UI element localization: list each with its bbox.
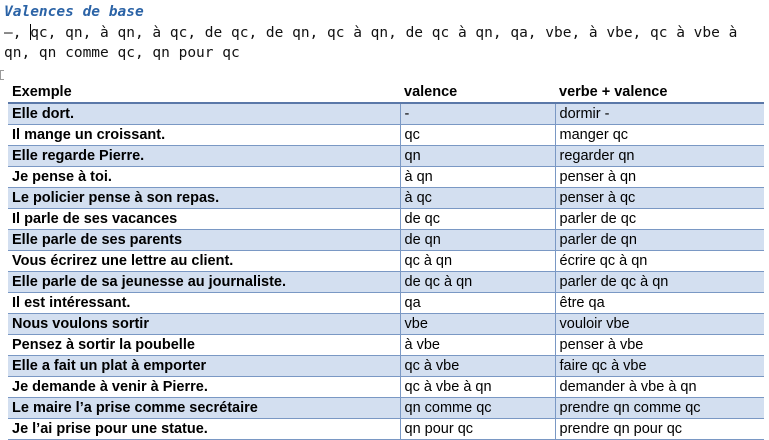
example-cell[interactable]: Elle dort. bbox=[8, 103, 400, 125]
valence-cell[interactable]: qc à qn bbox=[400, 251, 555, 272]
valence-list-text[interactable] bbox=[4, 23, 764, 63]
verb-valence-cell[interactable]: écrire qc à qn bbox=[555, 251, 764, 272]
example-cell[interactable]: Je pense à toi. bbox=[8, 167, 400, 188]
valence-cell[interactable]: - bbox=[400, 103, 555, 125]
table-row bbox=[8, 314, 764, 335]
example-cell[interactable]: Nous voulons sortir bbox=[8, 314, 400, 335]
verb-valence-cell[interactable]: prendre qn comme qc bbox=[555, 398, 764, 419]
example-cell[interactable]: Il parle de ses vacances bbox=[8, 209, 400, 230]
valence-table bbox=[8, 82, 764, 440]
valence-list-prefix: –, bbox=[4, 25, 31, 41]
table-row bbox=[8, 356, 764, 377]
valence-cell[interactable]: à qn bbox=[400, 167, 555, 188]
table-row bbox=[8, 251, 764, 272]
table-row bbox=[8, 419, 764, 440]
example-cell[interactable]: Le policier pense à son repas. bbox=[8, 188, 400, 209]
valence-cell[interactable]: qn comme qc bbox=[400, 398, 555, 419]
valence-cell[interactable]: qc à vbe bbox=[400, 356, 555, 377]
example-cell[interactable]: Il mange un croissant. bbox=[8, 125, 400, 146]
column-header-verbe-valence: verbe + valence bbox=[555, 82, 764, 103]
verb-valence-cell[interactable]: penser à qn bbox=[555, 167, 764, 188]
valence-list-items: qc, qn, à qn, à qc, de qc, de qn, qc à qn, de qc à qn, qa, vbe, à vbe, qc à vbe à qn, qn comme qc, qn pour qc bbox=[4, 25, 747, 61]
example-cell[interactable]: Je l’ai prise pour une statue. bbox=[8, 419, 400, 440]
table-row bbox=[8, 146, 764, 167]
table-row bbox=[8, 272, 764, 293]
verb-valence-cell[interactable]: faire qc à vbe bbox=[555, 356, 764, 377]
verb-valence-cell[interactable]: prendre qn pour qc bbox=[555, 419, 764, 440]
valence-cell[interactable]: à qc bbox=[400, 188, 555, 209]
verb-valence-cell[interactable]: demander à vbe à qn bbox=[555, 377, 764, 398]
verb-valence-cell[interactable]: parler de qc à qn bbox=[555, 272, 764, 293]
verb-valence-cell[interactable]: penser à vbe bbox=[555, 335, 764, 356]
verb-valence-cell[interactable]: manger qc bbox=[555, 125, 764, 146]
valence-cell[interactable]: qa bbox=[400, 293, 555, 314]
example-cell[interactable]: Le maire l’a prise comme secrétaire bbox=[8, 398, 400, 419]
valence-cell[interactable]: vbe bbox=[400, 314, 555, 335]
verb-valence-cell[interactable]: parler de qn bbox=[555, 230, 764, 251]
table-row bbox=[8, 398, 764, 419]
table-row bbox=[8, 103, 764, 125]
verb-valence-cell[interactable]: dormir - bbox=[555, 103, 764, 125]
valence-cell[interactable]: qc à vbe à qn bbox=[400, 377, 555, 398]
verb-valence-cell[interactable]: vouloir vbe bbox=[555, 314, 764, 335]
table-row bbox=[8, 167, 764, 188]
verb-valence-cell[interactable]: être qa bbox=[555, 293, 764, 314]
example-cell[interactable]: Elle parle de ses parents bbox=[8, 230, 400, 251]
table-body bbox=[8, 103, 764, 440]
table-row bbox=[8, 335, 764, 356]
table-header-row bbox=[8, 82, 764, 103]
valence-cell[interactable]: de qn bbox=[400, 230, 555, 251]
column-header-exemple: Exemple bbox=[8, 82, 400, 103]
example-cell[interactable]: Pensez à sortir la poubelle bbox=[8, 335, 400, 356]
verb-valence-cell[interactable]: parler de qc bbox=[555, 209, 764, 230]
valence-cell[interactable]: qn pour qc bbox=[400, 419, 555, 440]
valence-cell[interactable]: de qc à qn bbox=[400, 272, 555, 293]
section-heading: Valences de base bbox=[4, 4, 144, 20]
verb-valence-cell[interactable]: penser à qc bbox=[555, 188, 764, 209]
example-cell[interactable]: Elle a fait un plat à emporter bbox=[8, 356, 400, 377]
column-header-valence: valence bbox=[400, 82, 555, 103]
example-cell[interactable]: Elle parle de sa jeunesse au journaliste. bbox=[8, 272, 400, 293]
example-cell[interactable]: Vous écrirez une lettre au client. bbox=[8, 251, 400, 272]
example-cell[interactable]: Je demande à venir à Pierre. bbox=[8, 377, 400, 398]
valence-cell[interactable]: à vbe bbox=[400, 335, 555, 356]
valence-cell[interactable]: qn bbox=[400, 146, 555, 167]
table-row bbox=[8, 125, 764, 146]
example-cell[interactable]: Il est intéressant. bbox=[8, 293, 400, 314]
valence-cell[interactable]: de qc bbox=[400, 209, 555, 230]
table-row bbox=[8, 188, 764, 209]
verb-valence-cell[interactable]: regarder qn bbox=[555, 146, 764, 167]
table-margin-marker-icon bbox=[0, 70, 4, 80]
valence-cell[interactable]: qc bbox=[400, 125, 555, 146]
table-row bbox=[8, 230, 764, 251]
table-row bbox=[8, 293, 764, 314]
table-row bbox=[8, 209, 764, 230]
table-row bbox=[8, 377, 764, 398]
example-cell[interactable]: Elle regarde Pierre. bbox=[8, 146, 400, 167]
